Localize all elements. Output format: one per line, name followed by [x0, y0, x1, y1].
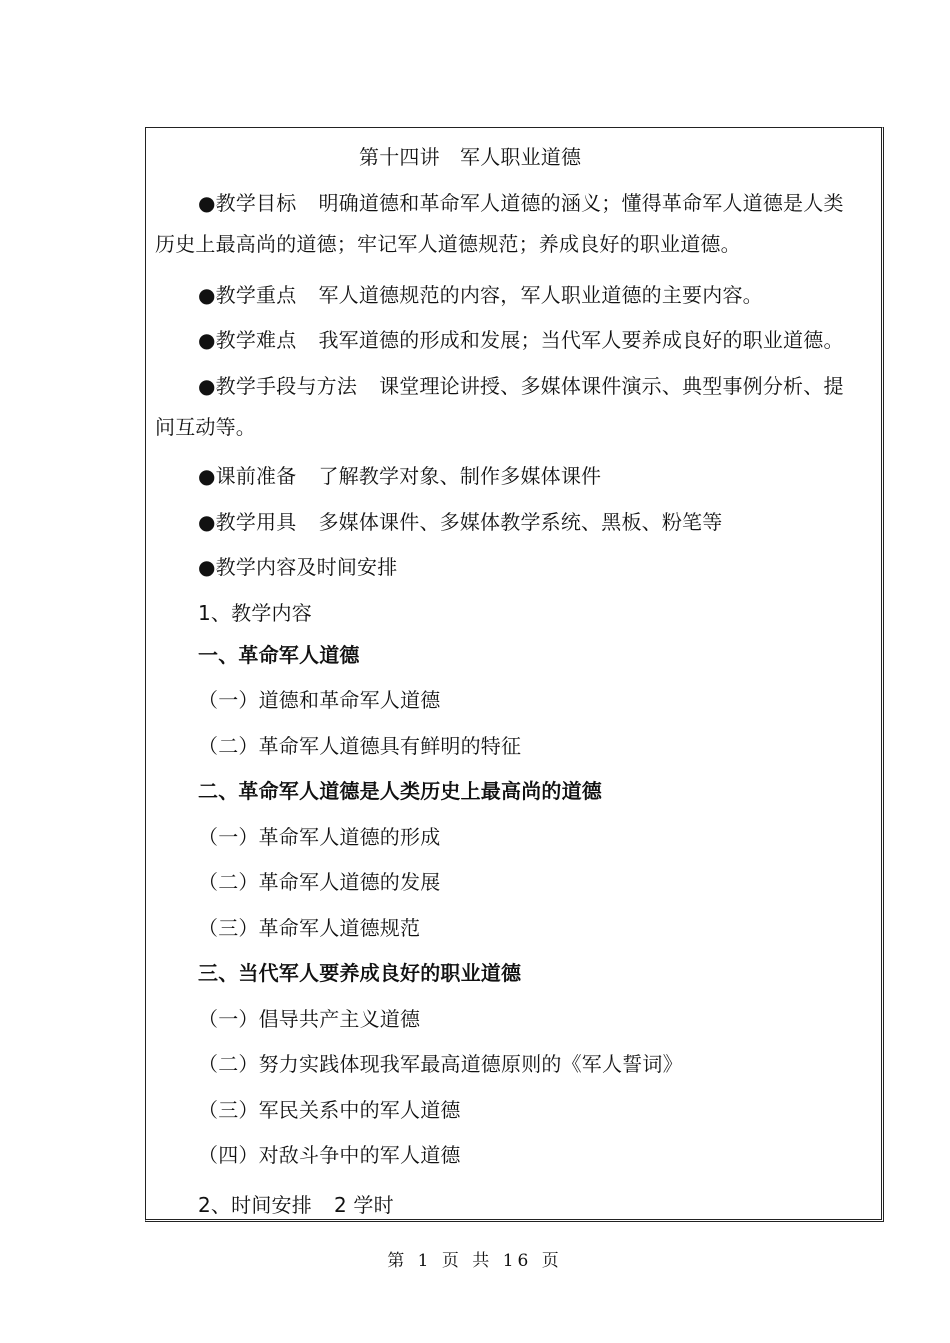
difficulty-label: ●教学难点 [198, 328, 297, 352]
focus-text: 军人道德规范的内容，军人职业道德的主要内容。 [318, 283, 763, 307]
part-item: （三）革命军人道德规范 [198, 916, 421, 940]
tools-text: 多媒体课件、多媒体教学系统、黑板、粉笔等 [318, 510, 723, 534]
schedule-label: ●教学内容及时间安排 [198, 555, 398, 579]
part-item: （二）革命军人道德的发展 [198, 870, 441, 894]
prep-label: ●课前准备 [198, 464, 297, 488]
method-text-cont: 问互动等。 [155, 415, 256, 439]
goal-text: 明确道德和革命军人道德的涵义；懂得革命军人道德是人类 [318, 191, 844, 215]
prep-line [198, 463, 601, 489]
goal-text-cont: 历史上最高尚的道德；牢记军人道德规范；养成良好的职业道德。 [155, 232, 741, 256]
goal-line [198, 190, 844, 216]
method-label: ●教学手段与方法 [198, 374, 358, 398]
part-item: （一）道德和革命军人道德 [198, 688, 441, 712]
part-heading: 二、革命军人道德是人类历史上最高尚的道德 [198, 779, 602, 803]
tools-line [198, 509, 722, 535]
focus-label: ●教学重点 [198, 283, 297, 307]
method-line [198, 373, 844, 399]
focus-line [198, 282, 763, 308]
time-heading: 2、时间安排 [198, 1193, 312, 1217]
page-footer: 第 1 页 共 16 页 [387, 1251, 563, 1271]
part-heading: 三、当代军人要养成良好的职业道德 [198, 961, 522, 985]
part-heading: 一、革命军人道德 [198, 643, 360, 667]
part-item: （一）革命军人道德的形成 [198, 825, 441, 849]
goal-label: ●教学目标 [198, 191, 297, 215]
method-text: 课堂理论讲授、多媒体课件演示、典型事例分析、提 [379, 374, 844, 398]
time-value: 2 学时 [333, 1193, 394, 1217]
lecture-title: 第十四讲 军人职业道德 [359, 145, 582, 169]
part-item: （一）倡导共产主义道德 [198, 1007, 421, 1031]
difficulty-text: 我军道德的形成和发展；当代军人要养成良好的职业道德。 [318, 328, 844, 352]
time-line [198, 1192, 394, 1218]
part-item: （二）努力实践体现我军最高道德原则的《军人誓词》 [198, 1052, 683, 1076]
tools-label: ●教学用具 [198, 510, 297, 534]
part-item: （三）军民关系中的军人道德 [198, 1098, 461, 1122]
content-heading: 1、教学内容 [198, 601, 312, 625]
difficulty-line [198, 327, 844, 353]
part-item: （四）对敌斗争中的军人道德 [198, 1143, 461, 1167]
part-item: （二）革命军人道德具有鲜明的特征 [198, 734, 522, 758]
prep-text: 了解教学对象、制作多媒体课件 [318, 464, 602, 488]
